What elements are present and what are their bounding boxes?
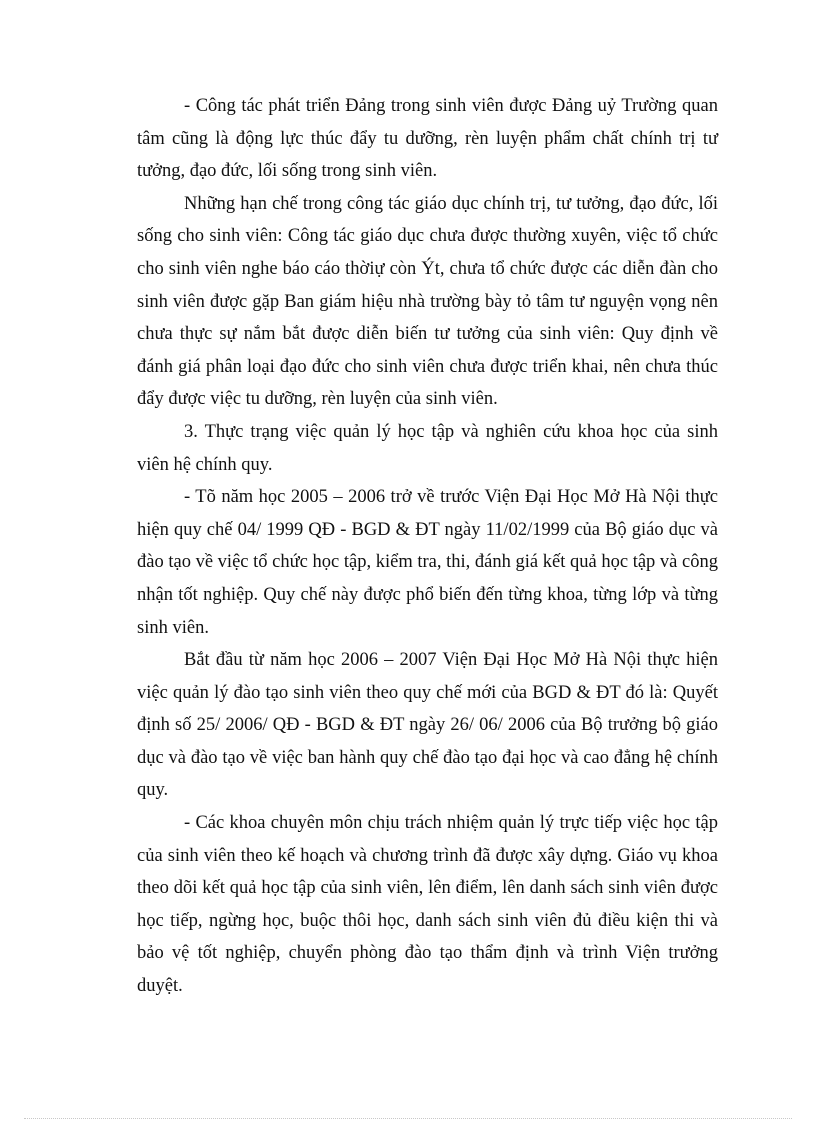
paragraph-regulation-1999: - Tõ năm học 2005 – 2006 trở về trước Viện Đại Học Mở Hà Nội thực hiện quy chế 04/ 1999 QĐ - BGD & ĐT ngày 11/02/1999 của Bộ giáo dục và đào tạo về việc tổ chức học tập, kiểm tra, thi, đánh giá kết quả học tập và công nhận tốt nghiệp. Quy chế này được phổ biến đến từng khoa, từng lớp và từng sinh viên.: [137, 487, 718, 638]
paragraph-faculty-responsibility: - Các khoa chuyên môn chịu trách nhiệm quản lý trực tiếp việc học tập của sinh viên theo kế hoạch và chương trình đã được xây dựng. Giáo vụ khoa theo dõi kết quả học tập của sinh viên, lên điểm, lên danh sách sinh viên được học tiếp, ngừng học, buộc thôi học, danh sách sinh viên đủ điều kiện thi và bảo vệ tốt nghiệp, chuyển phòng đào tạo thẩm định và trình Viện trưởng duyệt.: [137, 813, 718, 997]
paragraph-regulation-2006: Bắt đầu từ năm học 2006 – 2007 Viện Đại Học Mở Hà Nội thực hiện việc quản lý đào tạo sinh viên theo quy chế mới của BGD & ĐT đó là: Quyết định số 25/ 2006/ QĐ - BGD & ĐT ngày 26/ 06/ 2006 của Bộ trưởng bộ giáo dục và đào tạo về việc ban hành quy chế đào tạo đại học và cao đẳng hệ chính quy.: [137, 650, 718, 801]
paragraph-party-development: - Công tác phát triển Đảng trong sinh viên được Đảng uỷ Trường quan tâm cũng là động lực thúc đẩy tu dưỡng, rèn luyện phẩm chất chính trị tư tưởng, đạo đức, lối sống trong sinh viên.: [137, 96, 718, 182]
paragraph-limitations: Những hạn chế trong công tác giáo dục chính trị, tư tưởng, đạo đức, lối sống cho sinh viên: Công tác giáo dục chưa được thường xuyên, việc tổ chức cho sinh viên nghe báo cáo thờiự còn Ýt, chưa tổ chức được các diễn đàn cho sinh viên được gặp Ban giám hiệu nhà trường bày tỏ tâm tư nguyện vọng nên chưa thực sự nắm bắt được diễn biến tư tưởng của sinh viên: Quy định về đánh giá phân loại đạo đức cho sinh viên chưa được triển khai, nên chưa thúc đẩy được việc tu dưỡng, rèn luyện của sinh viên.: [137, 193, 718, 410]
document-body: [137, 90, 718, 1003]
page-bottom-divider: [24, 1118, 792, 1119]
section-heading-study-management: 3. Thực trạng việc quản lý học tập và nghiên cứu khoa học của sinh viên hệ chính quy.: [137, 421, 718, 475]
